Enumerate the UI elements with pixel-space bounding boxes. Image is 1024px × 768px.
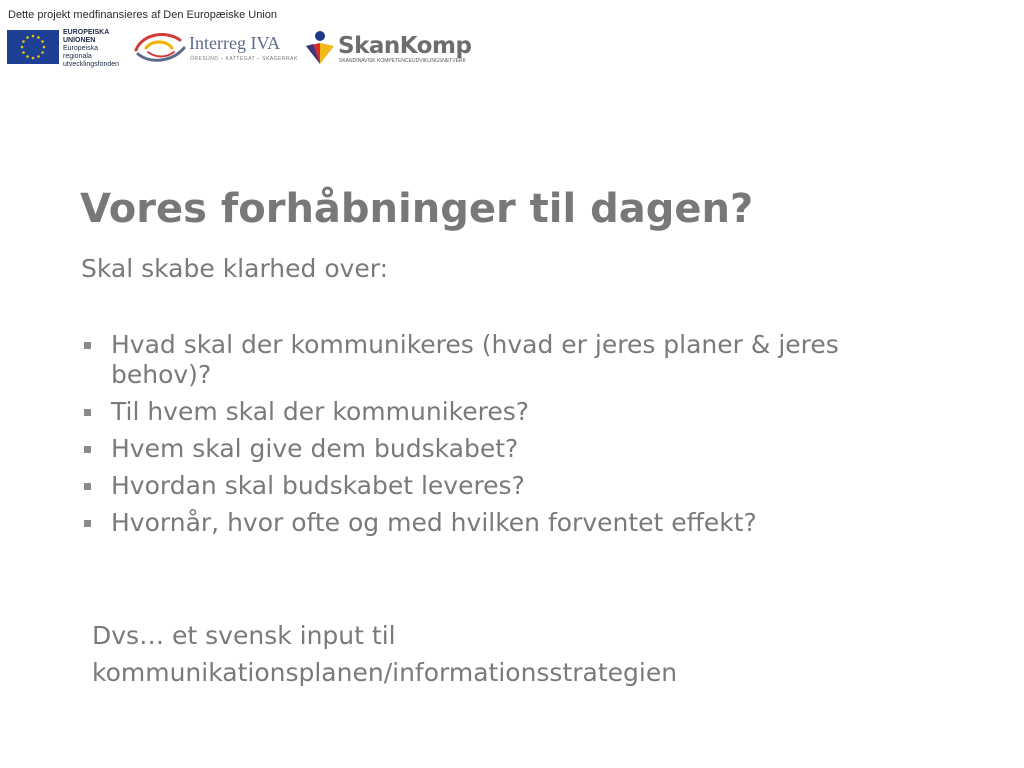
eu-star-icon (43, 46, 46, 49)
list-item (80, 471, 940, 501)
square-bullet-icon (84, 342, 91, 349)
eu-star-icon (37, 55, 40, 58)
eu-flag-icon (7, 30, 59, 64)
interreg-swirl-icon (132, 28, 188, 68)
square-bullet-icon (84, 520, 91, 527)
eu-star-icon (22, 51, 25, 54)
slide-subtitle: Skal skabe klarhed over: (81, 254, 389, 283)
eu-logo-text (63, 29, 119, 69)
eu-star-icon (21, 46, 24, 49)
list-item (80, 434, 940, 464)
bullet-text: Hvordan skal budskabet leveres? (111, 471, 525, 500)
skankomp-logo-tagline: SKANDINAVISK KOMPETENCEUDVIKLINGSNETVERK (339, 58, 466, 64)
eu-logo-line: utvecklingsfonden (63, 61, 120, 68)
conclusion-line: kommunikationsplanen/informationsstrategien (92, 658, 678, 687)
list-item (80, 330, 940, 390)
bullet-list (80, 330, 940, 545)
eu-star-icon (26, 36, 29, 39)
square-bullet-icon (84, 409, 91, 416)
eu-logo-line: regionala (63, 53, 92, 60)
square-bullet-icon (84, 446, 91, 453)
eu-logo-line: Europeiska (63, 45, 99, 52)
bullet-text: Hvem skal give dem budskabet? (111, 434, 519, 463)
eu-star-icon (37, 36, 40, 39)
bullet-text: Hvad skal der kommunikeres (hvad er jeres planer & jeres behov)? (111, 330, 839, 389)
slide-title: Vores forhåbninger til dagen? (80, 186, 754, 232)
eu-logo-line: UNIONEN (63, 37, 96, 44)
conclusion-text (92, 617, 892, 691)
eu-star-icon (22, 40, 25, 43)
eu-star-icon (41, 40, 44, 43)
bullet-text: Til hvem skal der kommunikeres? (111, 397, 530, 426)
interreg-logo-tagline: ÖRESUND – KATTEGAT – SKAGERRAK (190, 56, 298, 62)
bullet-text: Hvornår, hvor ofte og med hvilken forventet effekt? (111, 508, 757, 537)
eu-star-icon (26, 55, 29, 58)
eu-star-icon (32, 35, 35, 38)
interreg-logo-name: Interreg IVA (189, 33, 281, 53)
list-item (80, 397, 940, 427)
eu-star-icon (32, 57, 35, 60)
conclusion-line: Dvs… et svensk input til (92, 621, 396, 650)
list-item (80, 508, 940, 538)
logo-row (0, 24, 520, 72)
eu-logo-line: EUROPEISKA (63, 29, 110, 36)
skankomp-heart-icon (303, 30, 337, 66)
eu-star-icon (41, 51, 44, 54)
funding-statement: Dette projekt medfinansieres af Den Europæiske Union (8, 9, 278, 21)
square-bullet-icon (84, 483, 91, 490)
skankomp-logo-name: SkanKomp (338, 33, 472, 59)
